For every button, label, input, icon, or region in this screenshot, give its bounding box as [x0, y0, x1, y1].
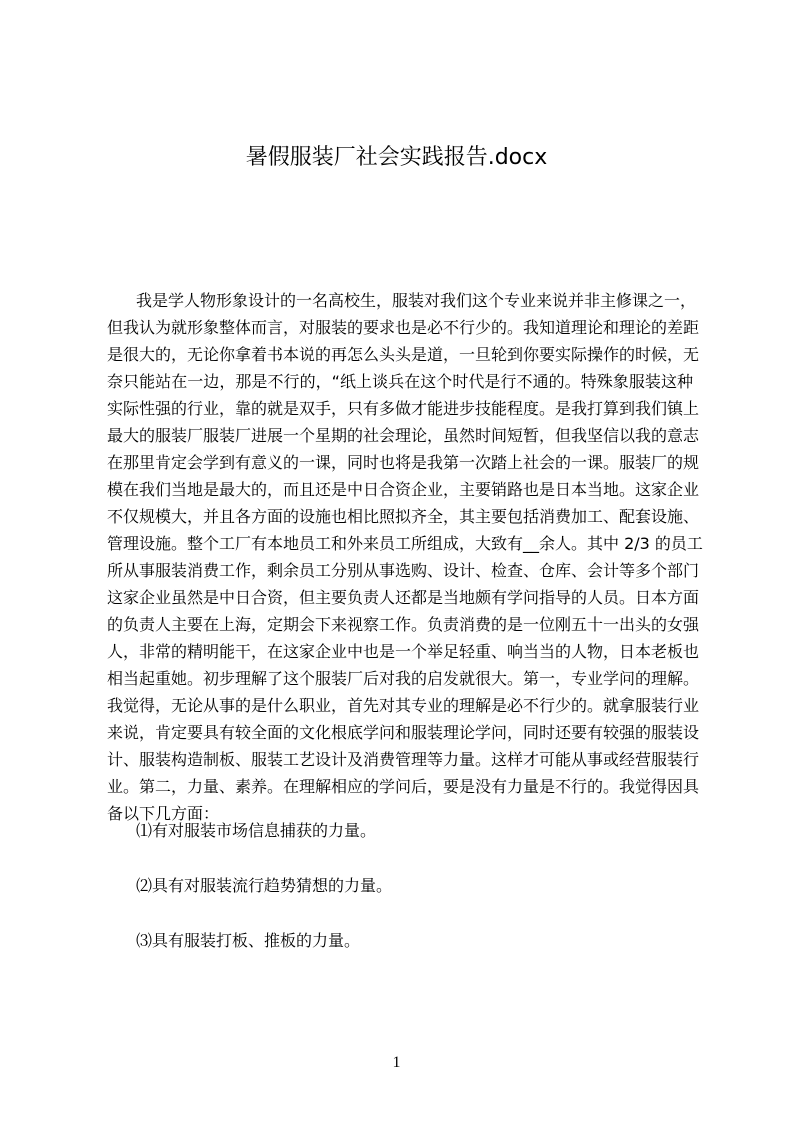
paragraph-line: 这家企业虽然是中日合资，但主要负责人还都是当地颇有学问指导的人员。日本方面	[107, 588, 700, 607]
paragraph-line: 我是学人物形象设计的一名高校生，服装对我们这个专业来说并非主修课之一，	[136, 291, 697, 310]
body-paragraph	[107, 287, 703, 827]
paragraph-line: 的负责人主要在上海，定期会下来视察工作。负责消费的是一位刚五十一出头的女强	[107, 615, 700, 634]
paragraph-line: 不仅规模大，并且各方面的设施也相比照拟齐全，其主要包括消费加工、配套设施、	[107, 507, 700, 526]
list-item: ⑶具有服装打板、推板的力量。	[136, 931, 361, 950]
paragraph-line: 模在我们当地是最大的，而且还是中日合资企业，主要销路也是日本当地。这家企业	[107, 480, 700, 499]
page-number: 1	[392, 1054, 401, 1071]
paragraph-line: 实际性强的行业，靠的就是双手，只有多做才能进步技能程度。是我打算到我们镇上	[107, 399, 700, 418]
list-item: ⑴有对服装市场信息捕获的力量。	[136, 821, 377, 840]
paragraph-line: 我觉得，无论从事的是什么职业，首先对其专业的理解是必不行少的。就拿服装行业	[107, 696, 700, 715]
paragraph-line: 是很大的，无论你拿着书本说的再怎么头头是道，一旦轮到你要实际操作的时候，无	[107, 345, 700, 364]
paragraph-line: 在那里肯定会学到有意义的一课，同时也将是我第一次踏上社会的一课。服装厂的规	[107, 453, 700, 472]
paragraph-line: 管理设施。整个工厂有本地员工和外来员工所组成，大致有__余人。其中 2/3 的员工	[107, 534, 703, 553]
paragraph-line: 来说，肯定要具有较全面的文化根底学问和服装理论学问，同时还要有较强的服装设	[107, 723, 700, 742]
list-item: ⑵具有对服装流行趋势猜想的力量。	[136, 876, 393, 895]
paragraph-line: 最大的服装厂服装厂进展一个星期的社会理论，虽然时间短暂，但我坚信以我的意志	[107, 426, 700, 445]
paragraph-line: 但我认为就形象整体而言，对服装的要求也是必不行少的。我知道理论和理论的差距	[107, 318, 700, 337]
paragraph-line: 备以下几方面：	[107, 804, 220, 823]
paragraph-line: 业。第二，力量、素养。在理解相应的学问后，要是没有力量是不行的。我觉得因具	[107, 777, 700, 796]
paragraph-line: 人，非常的精明能干，在这家企业中也是一个举足轻重、响当当的人物，日本老板也	[107, 642, 700, 661]
document-title: 暑假服装厂社会实践报告.docx	[245, 145, 548, 170]
paragraph-line: 奈只能站在一边，那是不行的，“纸上谈兵在这个时代是行不通的。特殊象服装这种	[107, 372, 693, 391]
paragraph-line: 计、服装构造制板、服装工艺设计及消费管理等力量。这样才可能从事或经营服装行	[107, 750, 700, 769]
paragraph-line: 所从事服装消费工作，剩余员工分别从事选购、设计、检查、仓库、会计等多个部门	[107, 561, 700, 580]
paragraph-line: 相当起重她。初步理解了这个服装厂后对我的启发就很大。第一，专业学问的理解。	[107, 669, 700, 688]
